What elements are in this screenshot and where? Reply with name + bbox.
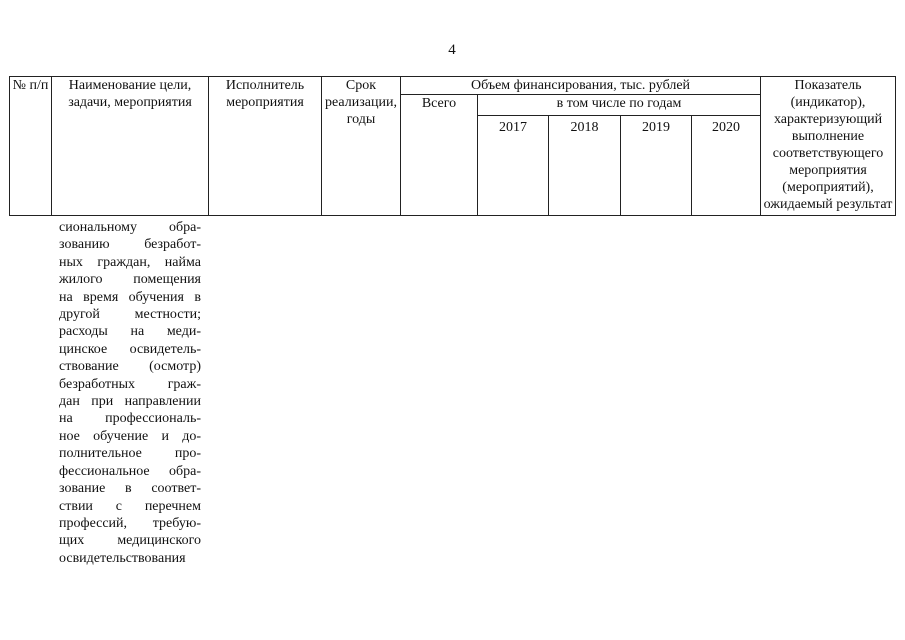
plan-table bbox=[9, 76, 896, 216]
header-funding: Объем финансирования, тыс. рублей bbox=[401, 77, 761, 95]
header-year-2020: 2020 bbox=[692, 116, 761, 216]
header-total: Всего bbox=[401, 95, 478, 216]
continuation-line: ное обучение и до- bbox=[59, 428, 201, 444]
continuation-line: фессиональное обра- bbox=[59, 463, 201, 479]
continuation-line: на время обучения в bbox=[59, 289, 201, 305]
header-num: № п/п bbox=[10, 77, 52, 216]
continuation-line: на профессиональ- bbox=[59, 411, 201, 427]
header-year-2018: 2018 bbox=[549, 116, 621, 216]
header-name: Наименование цели, задачи, мероприятия bbox=[52, 77, 209, 216]
header-term: Срок реализации, годы bbox=[322, 77, 401, 216]
continuation-line: ных граждан, найма bbox=[59, 254, 201, 270]
continuation-line: зование в соответ- bbox=[59, 481, 201, 497]
continuation-line: безработных граж- bbox=[59, 376, 201, 392]
continuation-line: щих медицинского bbox=[59, 533, 201, 549]
header-indicator: Показатель (индикатор), характеризующий выполнение соответствующего мероприятия (мероприятий), ожидаемый результат bbox=[761, 77, 896, 216]
continuation-line: расходы на меди- bbox=[59, 324, 201, 340]
continuation-line: цинское освидетель- bbox=[59, 341, 201, 357]
continuation-line: полнительное про- bbox=[59, 446, 201, 462]
continuation-line: дан при направлении bbox=[59, 394, 201, 410]
continuation-text bbox=[59, 219, 201, 567]
header-executor: Исполнитель мероприятия bbox=[209, 77, 322, 216]
continuation-line: профессий, требую- bbox=[59, 515, 201, 531]
page-number: 4 bbox=[448, 42, 456, 58]
continuation-line: другой местности; bbox=[59, 307, 201, 323]
header-by-year: в том числе по годам bbox=[478, 95, 761, 116]
continuation-line: зованию безработ- bbox=[59, 237, 201, 253]
header-year-2019: 2019 bbox=[621, 116, 692, 216]
continuation-line: жилого помещения bbox=[59, 272, 201, 288]
header-row-1 bbox=[10, 77, 896, 95]
continuation-line: ствии с перечнем bbox=[59, 498, 201, 514]
header-year-2017: 2017 bbox=[478, 116, 549, 216]
continuation-line: ствование (осмотр) bbox=[59, 359, 201, 375]
continuation-line: освидетельствования bbox=[59, 550, 186, 566]
continuation-line: сиональному обра- bbox=[59, 220, 201, 235]
